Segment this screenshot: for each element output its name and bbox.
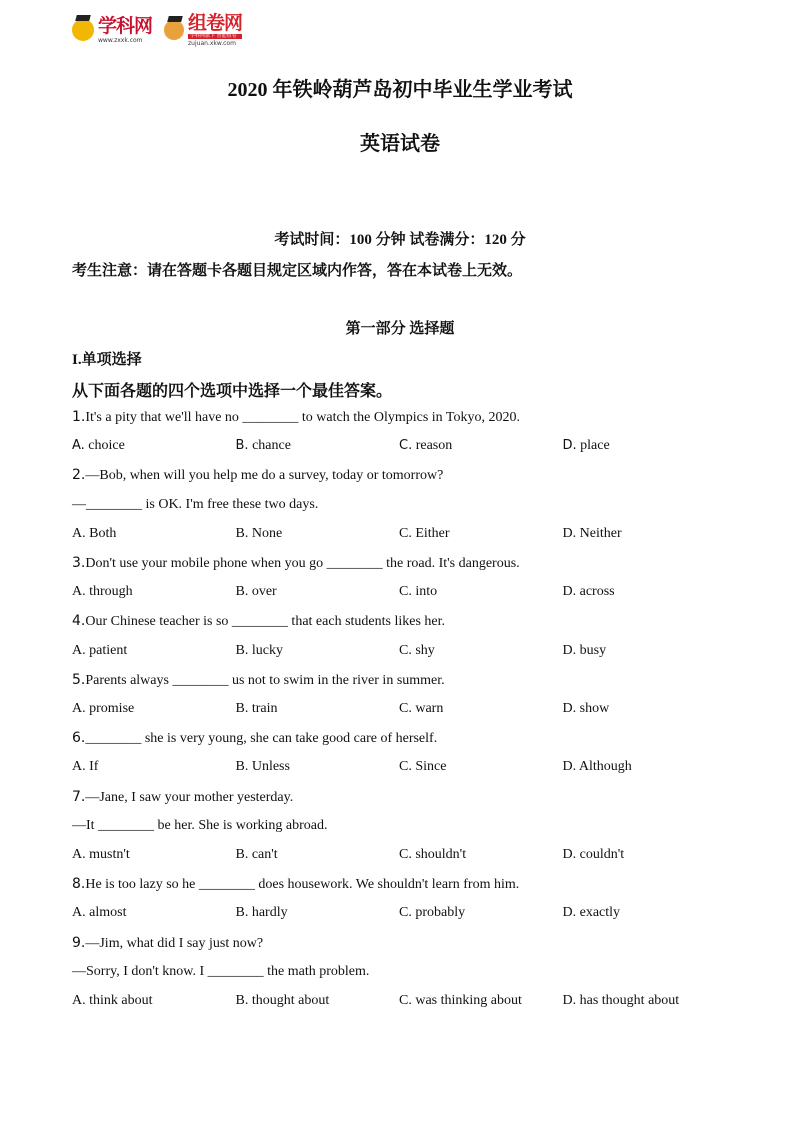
answer-option xyxy=(563,905,727,921)
answer-option xyxy=(399,643,563,659)
answer-option xyxy=(399,584,563,600)
question-stem xyxy=(72,613,445,630)
section-title: I.单项选择 xyxy=(72,352,142,368)
question-stem xyxy=(72,730,437,747)
option-letter: D. xyxy=(562,525,577,541)
answer-option xyxy=(236,993,400,1009)
question-text: Our Chinese teacher is so ________ that each students likes her. xyxy=(85,614,445,630)
option-text: through xyxy=(89,584,133,600)
question-text: —Jim, what did I say just now? xyxy=(85,935,264,951)
question-line xyxy=(72,497,318,513)
question-text: Don't use your mobile phone when you go ________ the road. It's dangerous. xyxy=(85,556,520,571)
option-letter: A. xyxy=(72,642,86,658)
logo-url: zujuan.xkw.com xyxy=(188,39,236,47)
answer-option xyxy=(399,905,563,921)
answer-option xyxy=(399,847,563,863)
option-text: into xyxy=(415,584,438,600)
exam-notice: 考生注意：请在答题卡各题目规定区域内作答，答在本试卷上无效。 xyxy=(72,263,523,279)
option-text: Neither xyxy=(579,525,622,541)
answer-option xyxy=(563,584,727,600)
answer-option xyxy=(72,526,236,542)
answer-option xyxy=(563,759,727,775)
exam-info: 考试时间：100 分钟 试卷满分：120 分 xyxy=(274,232,526,248)
question-number: 1. xyxy=(72,409,86,425)
option-text: almost xyxy=(89,905,127,921)
answer-options xyxy=(72,438,732,454)
question-text: —Sorry, I don't know. I ________ the math problem. xyxy=(72,963,370,979)
question-text: —It ________ be her. She is working abroad. xyxy=(72,817,328,833)
question-text: —Bob, when will you help me do a survey, today or tomorrow? xyxy=(85,468,444,484)
question-line xyxy=(72,818,327,834)
answer-option xyxy=(236,701,400,717)
option-text: place xyxy=(580,438,610,454)
option-text: train xyxy=(251,701,278,716)
question-text: It's a pity that we'll have no ________ to watch the Olympics in Tokyo, 2020. xyxy=(85,410,520,425)
answer-option xyxy=(399,759,563,775)
answer-option xyxy=(236,905,400,921)
option-text: busy xyxy=(579,642,607,658)
question-stem xyxy=(72,672,445,689)
logo-url: www.zxxk.com xyxy=(98,36,143,44)
option-letter: A. xyxy=(72,847,86,862)
section-instruction: 从下面各题的四个选项中选择一个最佳答案。 xyxy=(72,383,393,400)
question-number: 2. xyxy=(72,467,86,484)
option-letter: A. xyxy=(72,905,86,921)
option-text: shouldn't xyxy=(415,847,467,862)
exam-title: 2020 年铁岭葫芦岛初中毕业生学业考试 xyxy=(227,79,573,101)
question-text: ________ she is very young, she can take good care of herself. xyxy=(85,731,438,747)
option-letter: D. xyxy=(562,438,577,454)
option-text: shy xyxy=(415,642,435,658)
question-number: 4. xyxy=(72,613,86,630)
answer-option xyxy=(563,643,727,659)
option-text: None xyxy=(251,525,283,541)
option-text: reason xyxy=(415,438,453,454)
option-letter: D. xyxy=(562,584,577,600)
answer-option xyxy=(563,993,727,1009)
option-letter: C. xyxy=(399,701,412,716)
logo-name: 组卷网 xyxy=(188,11,243,34)
answer-option xyxy=(72,584,236,600)
option-letter: B. xyxy=(235,584,249,600)
zujuan-logo xyxy=(164,11,243,47)
question-stem xyxy=(72,789,293,806)
answer-option xyxy=(236,847,400,863)
part-title: 第一部分 选择题 xyxy=(345,321,455,337)
option-text: couldn't xyxy=(579,847,625,862)
option-letter: C. xyxy=(399,642,412,658)
option-letter: C. xyxy=(399,993,412,1008)
option-text: lucky xyxy=(251,642,283,658)
question-stem xyxy=(72,935,263,952)
question-text: He is too lazy so he ________ does housework. We shouldn't learn from him. xyxy=(85,877,520,893)
answer-option xyxy=(399,993,563,1009)
answer-option xyxy=(236,643,400,659)
answer-option xyxy=(72,643,236,659)
answer-option xyxy=(236,759,400,775)
answer-option xyxy=(563,438,727,454)
answer-options xyxy=(72,847,732,863)
answer-option xyxy=(236,526,400,542)
option-text: Although xyxy=(578,759,632,775)
option-letter: C. xyxy=(399,438,413,454)
answer-option xyxy=(72,759,236,775)
answer-option xyxy=(72,701,236,717)
option-text: choice xyxy=(88,438,125,454)
question-text: —Jane, I saw your mother yesterday. xyxy=(85,789,294,805)
option-letter: B. xyxy=(235,759,249,775)
answer-option xyxy=(399,701,563,717)
answer-option xyxy=(236,438,400,454)
option-text: Unless xyxy=(251,759,290,775)
question-stem xyxy=(72,555,520,572)
answer-option xyxy=(72,905,236,921)
answer-option xyxy=(563,526,727,542)
answer-option xyxy=(399,526,563,542)
question-number: 6. xyxy=(72,730,86,747)
option-text: exactly xyxy=(579,905,621,921)
answer-option xyxy=(72,993,236,1009)
option-letter: A. xyxy=(72,525,86,541)
option-text: thought about xyxy=(251,993,330,1008)
option-letter: B. xyxy=(235,701,249,716)
option-text: chance xyxy=(252,438,291,454)
mascot-icon xyxy=(164,20,184,40)
answer-options xyxy=(72,584,732,600)
question-number: 8. xyxy=(72,876,86,893)
option-text: across xyxy=(579,584,615,600)
question-number: 9. xyxy=(72,934,86,951)
answer-options xyxy=(72,759,732,775)
answer-option xyxy=(399,438,563,454)
option-text: over xyxy=(251,584,277,600)
option-letter: B. xyxy=(235,993,249,1008)
page-header xyxy=(72,10,242,50)
option-text: hardly xyxy=(251,905,288,921)
graduation-cap-icon xyxy=(72,19,94,41)
option-letter: A. xyxy=(72,584,86,600)
question-text: Parents always ________ us not to swim in the river in summer. xyxy=(85,672,445,688)
option-letter: C. xyxy=(399,584,412,600)
answer-options xyxy=(72,643,732,659)
option-text: probably xyxy=(415,905,466,921)
option-letter: C. xyxy=(399,759,412,775)
answer-option xyxy=(236,584,400,600)
answer-options xyxy=(72,526,732,542)
option-letter: A. xyxy=(72,993,86,1008)
answer-option xyxy=(563,701,727,717)
option-text: think about xyxy=(89,993,153,1008)
option-letter: A. xyxy=(72,759,86,775)
question-stem xyxy=(72,409,520,426)
option-text: can't xyxy=(251,847,278,862)
question-stem xyxy=(72,467,443,484)
option-letter: A. xyxy=(72,701,86,716)
question-stem xyxy=(72,876,519,893)
answer-options xyxy=(72,993,732,1009)
option-letter: B. xyxy=(235,847,249,862)
option-letter: D. xyxy=(562,642,577,658)
option-text: If xyxy=(89,759,99,775)
answer-option xyxy=(72,438,236,454)
logo-name: 学科网 xyxy=(98,14,153,37)
question-text: —________ is OK. I'm free these two days. xyxy=(72,496,319,512)
answer-option xyxy=(72,847,236,863)
zxxk-logo xyxy=(72,14,153,44)
option-letter: C. xyxy=(399,847,412,862)
option-letter: C. xyxy=(399,905,412,921)
option-letter: D. xyxy=(562,905,577,921)
option-letter: B. xyxy=(235,905,249,921)
option-letter: D. xyxy=(562,701,577,716)
option-text: mustn't xyxy=(89,847,130,862)
answer-option xyxy=(563,847,727,863)
question-line xyxy=(72,964,369,980)
option-text: show xyxy=(579,701,610,716)
option-letter: A. xyxy=(72,438,85,454)
question-number: 7. xyxy=(72,788,86,805)
answer-options xyxy=(72,905,732,921)
option-letter: D. xyxy=(562,993,577,1008)
option-text: Since xyxy=(415,759,447,775)
option-letter: B. xyxy=(235,642,249,658)
exam-subject: 英语试卷 xyxy=(360,133,440,155)
option-text: patient xyxy=(89,642,128,658)
option-text: warn xyxy=(415,701,444,716)
option-letter: B. xyxy=(235,525,249,541)
option-text: has thought about xyxy=(579,993,680,1008)
option-text: promise xyxy=(89,701,135,716)
option-text: Either xyxy=(415,525,450,541)
logo-tag: 学科网旗下 智能组卷 xyxy=(188,34,242,39)
option-letter: B. xyxy=(235,438,249,454)
option-text: was thinking about xyxy=(415,993,522,1008)
option-letter: D. xyxy=(562,759,577,775)
question-number: 5. xyxy=(72,671,86,688)
option-text: Both xyxy=(89,525,117,541)
option-letter: D. xyxy=(562,847,577,862)
option-letter: C. xyxy=(399,525,412,541)
question-number: 3. xyxy=(72,555,86,571)
answer-options xyxy=(72,701,732,717)
